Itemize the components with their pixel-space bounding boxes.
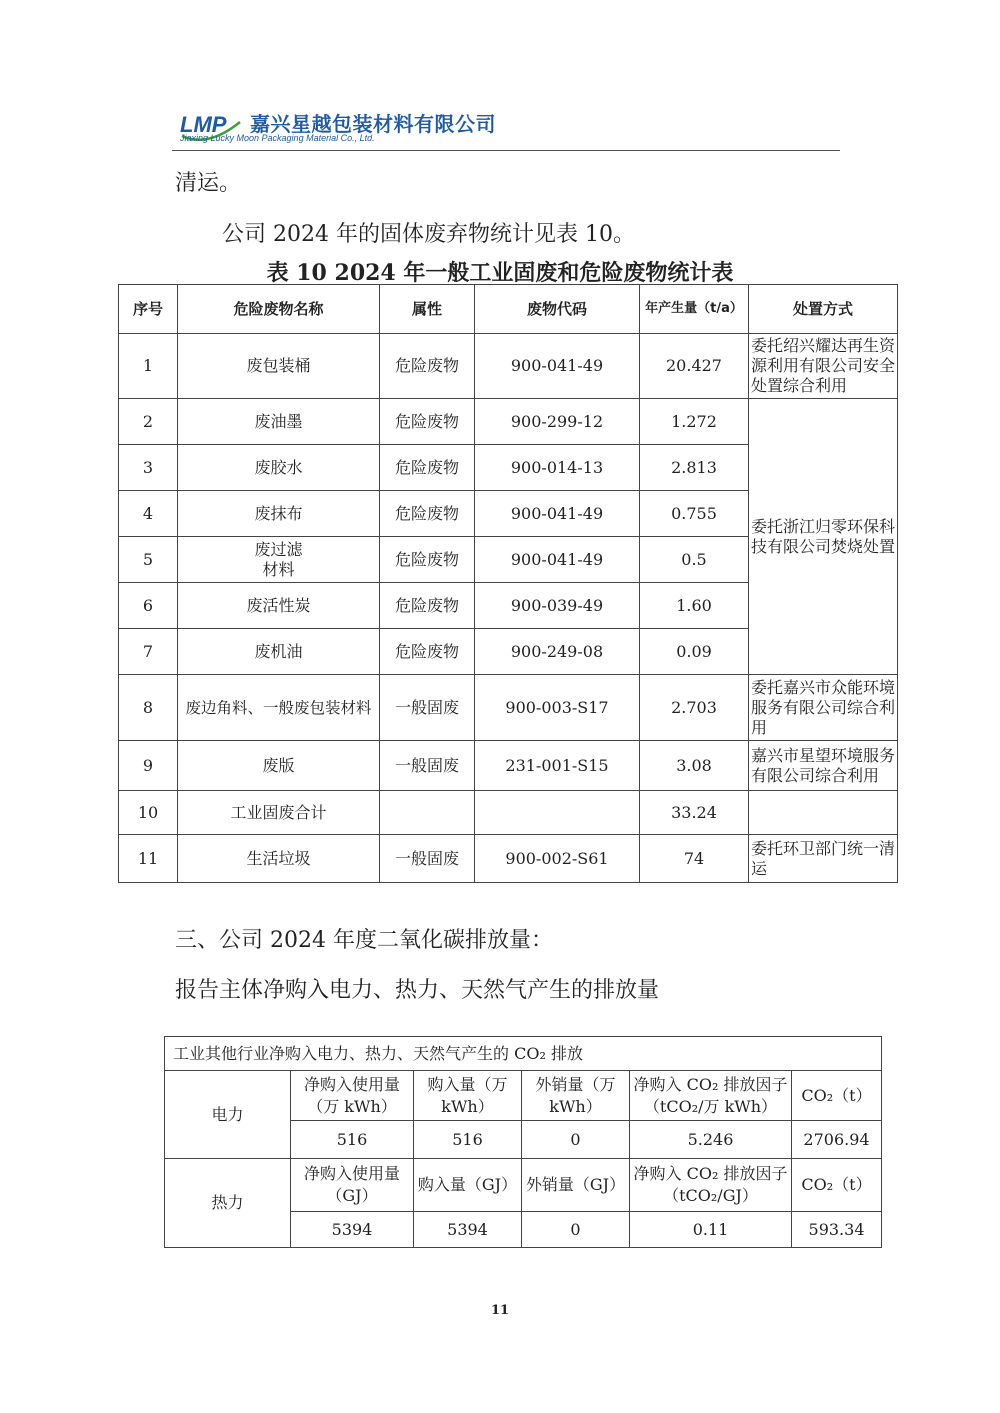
cell-qty: 0.09 bbox=[640, 629, 749, 675]
cell-no: 4 bbox=[119, 491, 178, 537]
table-row bbox=[119, 675, 898, 741]
cell-name: 废边角料、一般废包装材料 bbox=[178, 675, 380, 741]
header-cell: CO₂（t） bbox=[792, 1071, 882, 1121]
waste-statistics-table bbox=[118, 284, 898, 883]
cell-attr: 危险废物 bbox=[380, 445, 475, 491]
header-divider bbox=[172, 150, 840, 151]
cell-name: 生活垃圾 bbox=[178, 835, 380, 883]
header-cell: 购入量（万 kWh） bbox=[414, 1071, 522, 1121]
cell-no: 3 bbox=[119, 445, 178, 491]
section-heading: 三、公司 2024 年度二氧化碳排放量： bbox=[175, 928, 553, 953]
table-row bbox=[119, 791, 898, 835]
table-row bbox=[119, 741, 898, 791]
cell-disposal: 委托绍兴耀达再生资源利用有限公司安全处置综合利用 bbox=[749, 334, 898, 399]
value-cell: 0 bbox=[522, 1212, 630, 1248]
paragraph-continuation: 清运。 bbox=[175, 171, 242, 196]
company-name-cn: 嘉兴星越包装材料有限公司 bbox=[250, 112, 496, 136]
header-cell: 属性 bbox=[380, 285, 475, 334]
header-cell: 处置方式 bbox=[749, 285, 898, 334]
cell-attr: 危险废物 bbox=[380, 491, 475, 537]
cell-code: 900-041-49 bbox=[475, 537, 640, 583]
paragraph-table-intro: 公司 2024 年的固体废弃物统计见表 10。 bbox=[222, 222, 635, 247]
cell-qty: 33.24 bbox=[640, 791, 749, 835]
company-name-en: Jiaxing Lucky Moon Packaging Material Co., Ltd. bbox=[180, 133, 375, 143]
header-cell: 外销量（万 kWh） bbox=[522, 1071, 630, 1121]
cell-attr: 危险废物 bbox=[380, 334, 475, 399]
paragraph-co2-intro: 报告主体净购入电力、热力、天然气产生的排放量 bbox=[175, 978, 660, 1003]
cell-no: 11 bbox=[119, 835, 178, 883]
cell-no: 1 bbox=[119, 334, 178, 399]
cell-code: 900-039-49 bbox=[475, 583, 640, 629]
header-cell: 序号 bbox=[119, 285, 178, 334]
table-row bbox=[119, 835, 898, 883]
heat-header-row bbox=[165, 1159, 882, 1212]
cell-code: 900-249-08 bbox=[475, 629, 640, 675]
header-cell: 外销量（GJ） bbox=[522, 1159, 630, 1212]
cell-qty: 20.427 bbox=[640, 334, 749, 399]
header-cell: 净购入 CO₂ 排放因子（tCO₂/GJ） bbox=[630, 1159, 792, 1212]
cell-qty: 2.703 bbox=[640, 675, 749, 741]
cell-code: 900-014-13 bbox=[475, 445, 640, 491]
cell-no: 10 bbox=[119, 791, 178, 835]
cell-disposal: 委托环卫部门统一清运 bbox=[749, 835, 898, 883]
cell-code bbox=[475, 791, 640, 835]
value-cell: 5394 bbox=[414, 1212, 522, 1248]
cell-no: 5 bbox=[119, 537, 178, 583]
cell-qty: 0.5 bbox=[640, 537, 749, 583]
cell-code: 900-041-49 bbox=[475, 334, 640, 399]
value-cell: 2706.94 bbox=[792, 1121, 882, 1159]
cell-name: 废版 bbox=[178, 741, 380, 791]
value-cell: 516 bbox=[414, 1121, 522, 1159]
page-number: 11 bbox=[490, 1303, 510, 1318]
header-cell: CO₂（t） bbox=[792, 1159, 882, 1212]
cell-qty: 3.08 bbox=[640, 741, 749, 791]
value-cell: 516 bbox=[291, 1121, 414, 1159]
cell-disposal: 嘉兴市星望环境服务有限公司综合利用 bbox=[749, 741, 898, 791]
value-cell: 5.246 bbox=[630, 1121, 792, 1159]
cell-disposal: 委托嘉兴市众能环境服务有限公司综合利用 bbox=[749, 675, 898, 741]
table-row bbox=[119, 399, 898, 445]
header-cell: 废物代码 bbox=[475, 285, 640, 334]
cell-disposal: 委托浙江归零环保科技有限公司焚烧处置 bbox=[749, 399, 898, 675]
logo-text: LMP bbox=[180, 112, 227, 137]
electricity-label: 电力 bbox=[165, 1071, 291, 1159]
cell-attr: 危险废物 bbox=[380, 629, 475, 675]
table-row bbox=[119, 334, 898, 399]
cell-qty: 1.60 bbox=[640, 583, 749, 629]
co2-emission-table bbox=[164, 1036, 882, 1248]
cell-code: 900-003-S17 bbox=[475, 675, 640, 741]
value-cell: 5394 bbox=[291, 1212, 414, 1248]
header-cell: 净购入 CO₂ 排放因子（tCO₂/万 kWh） bbox=[630, 1071, 792, 1121]
value-cell: 0 bbox=[522, 1121, 630, 1159]
heat-label: 热力 bbox=[165, 1159, 291, 1248]
cell-qty: 74 bbox=[640, 835, 749, 883]
value-cell: 593.34 bbox=[792, 1212, 882, 1248]
table-caption: 表 10 2024 年一般工业固废和危险废物统计表 bbox=[266, 260, 734, 286]
cell-name: 废抹布 bbox=[178, 491, 380, 537]
value-cell: 0.11 bbox=[630, 1212, 792, 1248]
cell-name: 废油墨 bbox=[178, 399, 380, 445]
cell-name: 废活性炭 bbox=[178, 583, 380, 629]
cell-name: 废过滤材料 bbox=[178, 537, 380, 583]
cell-attr: 一般固废 bbox=[380, 741, 475, 791]
cell-code: 900-041-49 bbox=[475, 491, 640, 537]
cell-code: 900-002-S61 bbox=[475, 835, 640, 883]
cell-no: 7 bbox=[119, 629, 178, 675]
header-cell: 净购入使用量（GJ） bbox=[291, 1159, 414, 1212]
cell-no: 6 bbox=[119, 583, 178, 629]
electricity-header-row bbox=[165, 1071, 882, 1121]
cell-name: 废机油 bbox=[178, 629, 380, 675]
cell-qty: 0.755 bbox=[640, 491, 749, 537]
cell-attr: 一般固废 bbox=[380, 835, 475, 883]
cell-disposal bbox=[749, 791, 898, 835]
cell-attr bbox=[380, 791, 475, 835]
table-header-row bbox=[119, 285, 898, 334]
co2-table-title: 工业其他行业净购入电力、热力、天然气产生的 CO₂ 排放 bbox=[165, 1037, 882, 1071]
cell-no: 9 bbox=[119, 741, 178, 791]
header-cell: 净购入使用量（万 kWh） bbox=[291, 1071, 414, 1121]
cell-attr: 危险废物 bbox=[380, 537, 475, 583]
cell-no: 8 bbox=[119, 675, 178, 741]
cell-attr: 一般固废 bbox=[380, 675, 475, 741]
cell-qty: 2.813 bbox=[640, 445, 749, 491]
cell-code: 231-001-S15 bbox=[475, 741, 640, 791]
cell-qty: 1.272 bbox=[640, 399, 749, 445]
cell-name: 废胶水 bbox=[178, 445, 380, 491]
header-cell: 购入量（GJ） bbox=[414, 1159, 522, 1212]
cell-code: 900-299-12 bbox=[475, 399, 640, 445]
cell-attr: 危险废物 bbox=[380, 399, 475, 445]
cell-name: 工业固废合计 bbox=[178, 791, 380, 835]
cell-attr: 危险废物 bbox=[380, 583, 475, 629]
cell-no: 2 bbox=[119, 399, 178, 445]
cell-name: 废包装桶 bbox=[178, 334, 380, 399]
co2-title-row bbox=[165, 1037, 882, 1071]
header-cell: 年产生量（t/a） bbox=[640, 285, 749, 334]
header-cell: 危险废物名称 bbox=[178, 285, 380, 334]
